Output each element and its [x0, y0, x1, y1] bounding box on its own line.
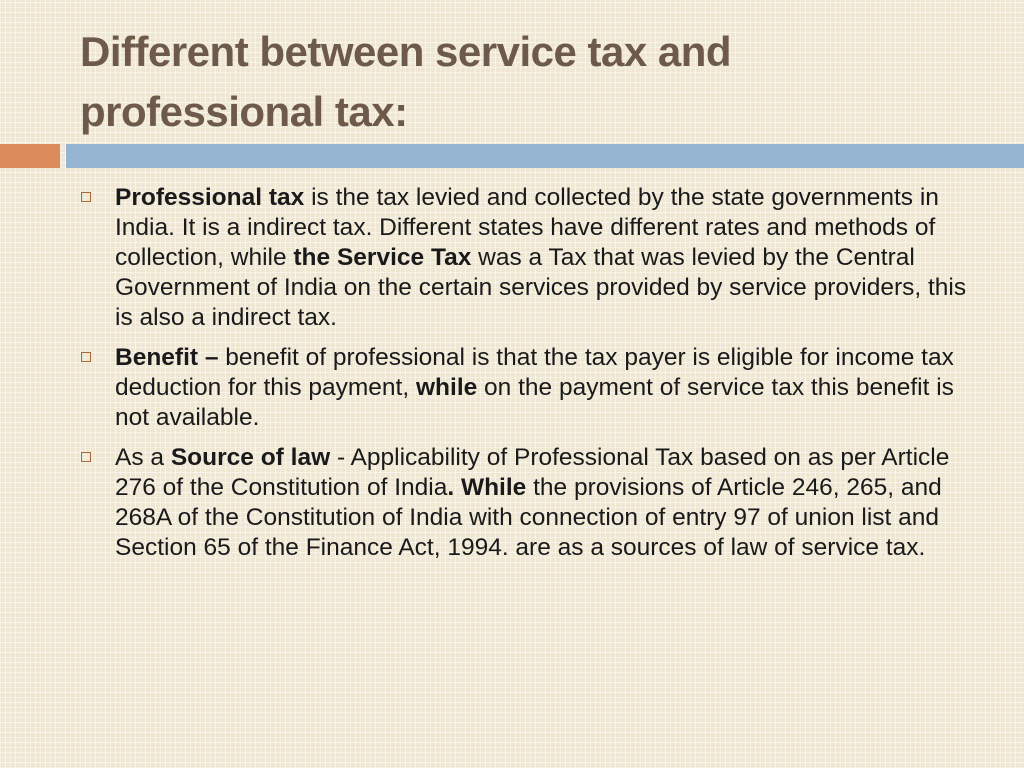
bullet-2-segment-4: on the payment of service tax this benefit is not available.: [115, 374, 954, 431]
bullet-3-segment-4: . While: [447, 474, 527, 501]
bullet-1-segment-3: the Service Tax: [293, 244, 472, 271]
bullet-3-segment-3: - Applicability of Professional Tax based on as per Article 276 of the Constitution of India: [115, 444, 950, 501]
hollow-square-icon: [81, 352, 91, 362]
bullet-list: [78, 183, 978, 573]
bullet-item-professional-tax: [78, 183, 978, 333]
bullet-3-segment-2: Source of law: [170, 444, 331, 471]
hollow-square-icon: [81, 452, 91, 462]
accent-bar-blue: [66, 144, 1024, 168]
bullet-3-segment-1: As a: [115, 444, 171, 471]
bullet-item-benefit: [78, 343, 978, 433]
bullet-2-segment-2: benefit of professional is that the tax payer is eligible for income tax deduction for this payment,: [115, 344, 954, 401]
bullet-1-segment-4: was a Tax that was levied by the Central Government of India on the certain services provided by service providers, this is also a indirect tax.: [115, 244, 967, 331]
slide-title-line-2: professional tax:: [80, 88, 408, 135]
bullet-item-source-of-law: [78, 443, 978, 563]
slide-title: [80, 22, 980, 142]
bullet-1-segment-1: Professional tax: [115, 184, 305, 211]
slide-title-line-1: Different between service tax and: [80, 28, 732, 75]
bullet-1-segment-2: is the tax levied and collected by the state governments in India. It is a indirect tax. Different states have different rates and methods of collection, while: [115, 184, 939, 271]
bullet-2-segment-3: while: [415, 374, 478, 401]
accent-bar-orange: [0, 144, 60, 168]
bullet-2-segment-1: Benefit –: [115, 344, 219, 371]
bullet-3-segment-5: the provisions of Article 246, 265, and 268A of the Constitution of India with connection of entry 97 of union list and Section 65 of the Finance Act, 1994. are as a sources of law of service tax.: [115, 474, 942, 561]
hollow-square-icon: [81, 192, 91, 202]
